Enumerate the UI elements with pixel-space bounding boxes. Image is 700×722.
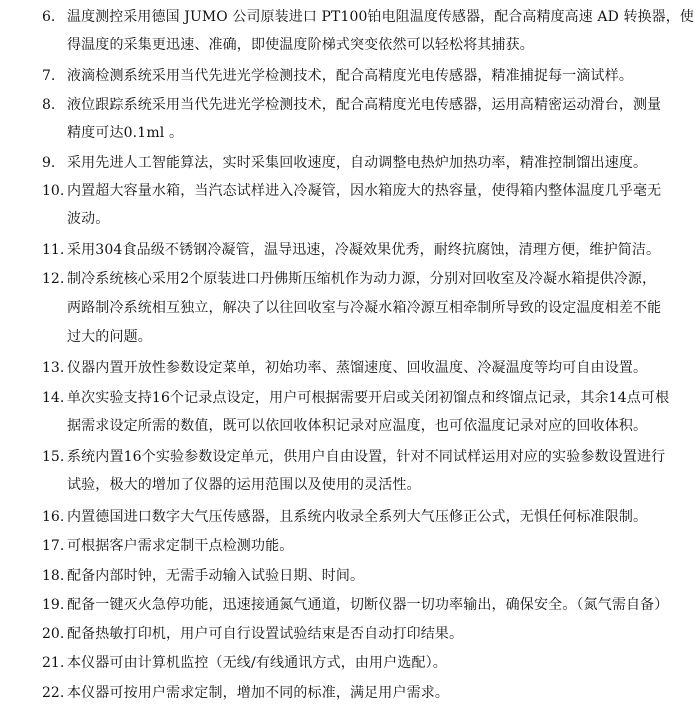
item-number: 9.	[42, 155, 56, 171]
item-text-line: 配备内部时钟，无需手动输入试验日期、时间。	[67, 568, 365, 584]
item-number: 11.	[42, 242, 65, 258]
item-text-line: 可根据客户需求定制干点检测功能。	[67, 538, 294, 554]
item-number: 16.	[42, 509, 65, 525]
item-number: 20.	[42, 626, 65, 642]
item-text-line: 液位跟踪系统采用当代先进光学检测技术，配合高精度光电传感器，运用高精密运动滑台，测量	[67, 97, 662, 113]
item-text-line: 系统内置16个实验参数设定单元，供用户自由设置，针对不同试样运用对应的实验参数设置进行	[67, 449, 666, 465]
item-number: 10.	[42, 183, 65, 199]
item-text-line: 采用先进人工智能算法，实时采集回收速度，自动调整电热炉加热功率，精准控制馏出速度。	[67, 155, 648, 171]
item-text-line: 试验，极大的增加了仪器的运用范围以及使用的灵活性。	[67, 477, 421, 493]
item-text-line: 单次实验支持16个记录点设定，用户可根据需要开启或关闭初馏点和终馏点记录，其余14点可根	[67, 390, 670, 406]
item-text-line: 精度可达0.1ml 。	[67, 125, 184, 141]
item-text-line: 仪器内置开放性参数设定菜单，初始功率、蒸馏速度、回收温度、冷凝温度等均可自由设置。	[67, 360, 648, 376]
item-text-line: 内置超大容量水箱，当汽态试样进入冷凝管，因水箱庞大的热容量，使得箱内整体温度几乎毫无	[67, 183, 662, 199]
item-text-line: 配备一键灭火急停功能，迅速接通氮气通道，切断仪器一切功率输出，确保安全。（氮气需自备）	[67, 597, 669, 613]
item-number: 8.	[42, 97, 56, 113]
item-number: 17.	[42, 538, 65, 554]
item-text-line: 制冷系统核心采用2个原装进口丹佛斯压缩机作为动力源，分别对回收室及冷凝水箱提供冷源，	[67, 271, 657, 287]
item-text-line: 内置德国进口数字大气压传感器，且系统内收录全系列大气压修正公式，无惧任何标准限制。	[67, 509, 648, 525]
item-text-line: 波动。	[67, 211, 110, 227]
item-number: 18.	[42, 568, 65, 584]
item-number: 22.	[42, 685, 65, 701]
item-number: 6.	[42, 9, 56, 25]
item-text-line: 据需求设定所需的数值，既可以依回收体积记录对应温度，也可依温度记录对应的回收体积。	[67, 418, 648, 434]
item-text-line: 温度测控采用德国 JUMO 公司原装进口 PT100铂电阻温度传感器，配合高精度高速 AD 转换器，使	[67, 9, 694, 25]
item-number: 15.	[42, 449, 65, 465]
item-number: 7.	[42, 68, 56, 84]
item-number: 21.	[42, 655, 65, 671]
item-number: 19.	[42, 597, 65, 613]
item-text-line: 两路制冷系统相互独立，解决了以往回收室与冷凝水箱冷源互相牵制所导致的设定温度相差不能	[67, 300, 662, 316]
item-number: 12.	[42, 271, 65, 287]
item-text-line: 配备热敏打印机，用户可自行设置试验结束是否自动打印结果。	[67, 626, 464, 642]
item-text-line: 得温度的采集更迅速、准确，即使温度阶梯式突变依然可以轻松将其捕获。	[67, 37, 534, 53]
item-number: 13.	[42, 360, 65, 376]
item-text-line: 采用304食品级不锈钢冷凝管，温导迅速，冷凝效果优秀，耐终抗腐蚀，清理方便，维护简洁。	[67, 242, 661, 258]
item-text-line: 本仪器可由计算机监控（无线/有线通讯方式，由用户选配）。	[67, 655, 447, 671]
item-number: 14.	[42, 390, 65, 406]
item-text-line: 过大的问题。	[67, 329, 152, 345]
item-text-line: 本仪器可按用户需求定制，增加不同的标准，满足用户需求。	[67, 685, 450, 701]
item-text-line: 液滴检测系统采用当代先进光学检测技术，配合高精度光电传感器，精准捕捉每一滴试样。	[67, 68, 633, 84]
